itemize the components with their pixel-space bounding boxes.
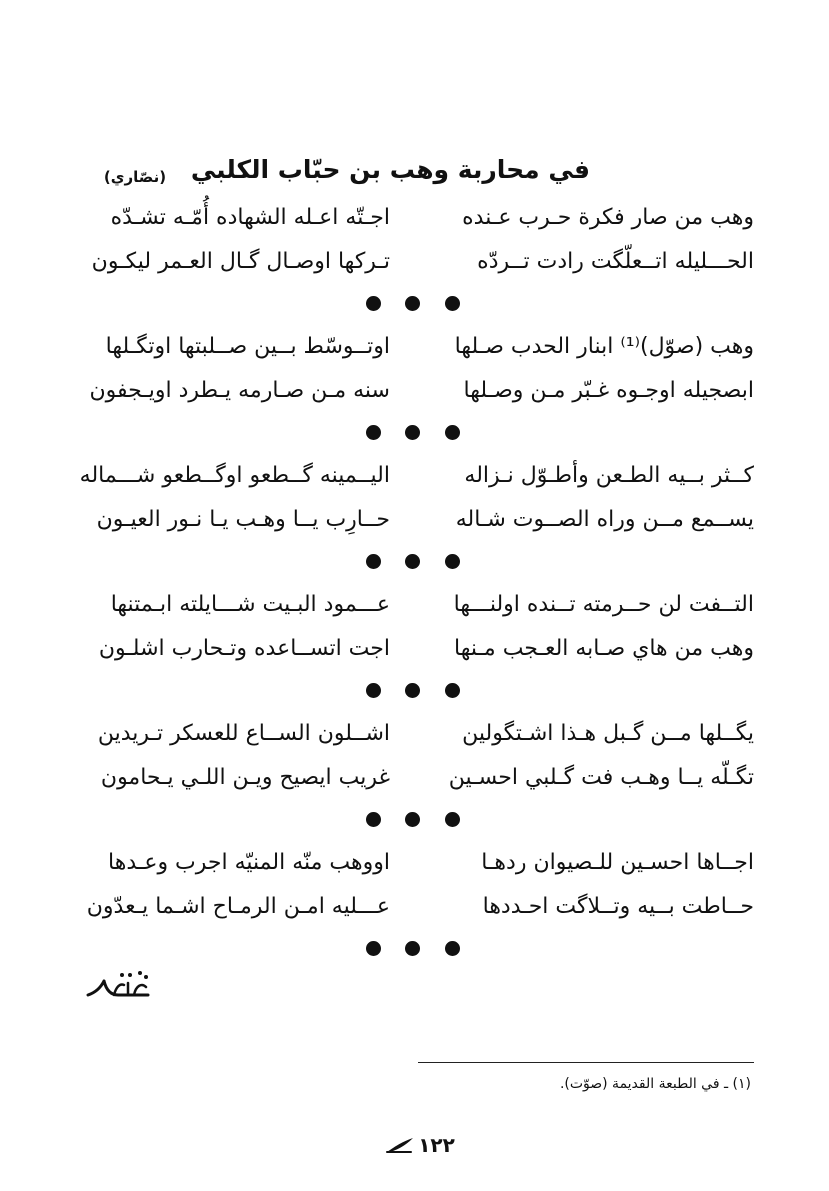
page-number-block [370,1130,470,1160]
stanza [78,714,754,843]
separator-dot [366,941,381,956]
footnote-divider [418,1062,754,1063]
separator-dot [366,683,381,698]
poem-body [78,198,754,972]
verse-right-hemistich: تگـلّه يــا وهـب فت گـلبي احسـين [448,765,754,790]
verse-line [78,758,754,802]
verse-line [78,887,754,931]
separator-dot [405,683,420,698]
stanza-separator [78,802,754,843]
separator-dot [405,296,420,311]
separator-dot [366,425,381,440]
verse-left-hemistich: غريب ايصيح ويـن اللـي يـحامون [100,765,390,790]
verse-left-hemistich: اشــلون الســاع للعسكر تـريدين [97,721,390,746]
verse-right-hemistich: حــاطت بــيه وتــلاگت احـددها [482,894,754,919]
separator-dot [405,812,420,827]
quill-icon [385,1136,415,1154]
verse-left-hemistich: اجـتّه اعـله الشهاده أُمّـه تشـدّه [110,205,390,230]
verse-right-hemistich: وهب من صار فكرة حـرب عـنده [462,205,754,230]
stanza-separator [78,931,754,972]
separator-dot [366,296,381,311]
stanza-separator [78,544,754,585]
separator-dot [366,554,381,569]
verse-left-hemistich: اوتــوسّط بــين صــلبتها اوتگـلها [105,334,390,359]
verse-line [78,629,754,673]
verse-right-hemistich: اجــاها احسـين للـصيوان ردهـا [481,850,754,875]
verse-right-hemistich: يســمع مــن وراه الصــوت شـاله [455,507,754,532]
separator-dot [445,812,460,827]
verse-right-hemistich: الحـــليله اتــعلّگت رادت تــردّه [477,249,754,274]
verse-right-hemistich: وهب من هاي صـابه العـجب مـنها [454,636,754,661]
verse-left-hemistich: سنه مـن صـارمه يـطرد اويـجفون [89,378,390,403]
stanza-separator [78,415,754,456]
verse-line [78,371,754,415]
end-flourish-icon [84,965,152,1005]
separator-dot [405,554,420,569]
stanza [78,327,754,456]
stanza [78,585,754,714]
stanza [78,198,754,327]
poem-title: في محاربة وهب بن حبّاب الكلبي [190,155,590,184]
verse-right-hemistich: كــثر بــيه الطـعن وأطـوّل نـزاله [464,463,754,488]
verse-right-hemistich: يگــلها مــن گـبل هـذا اشـتگولين [462,721,754,746]
verse-left-hemistich: اليــمينه گــطعو اوگــطعو شـــماله [79,463,390,488]
verse-right-hemistich: التــفت لن حــرمته تــنده اولنـــها [453,592,754,617]
stanza-separator [78,673,754,714]
stanza [78,456,754,585]
verse-right-hemistich: وهب (صوّل)⁽¹⁾ ابنار الحدب صـلها [454,334,754,359]
verse-left-hemistich: اجت اتســاعده وتـحارب اشلـون [98,636,390,661]
stanza [78,843,754,972]
separator-dot [366,812,381,827]
verse-left-hemistich: عـــمود البـيت شـــايلته ابـمتنها [110,592,390,617]
verse-left-hemistich: حــارِب يــا وهـب يـا نـور العيـون [96,507,390,532]
verse-left-hemistich: تـركها اوصـال گـال العـمر ليكـون [91,249,390,274]
verse-line [78,585,754,629]
verse-line [78,714,754,758]
footnote: (١) ـ في الطبعة القديمة (صوّت). [559,1076,751,1092]
separator-dot [445,554,460,569]
separator-dot [445,425,460,440]
poem-genre: (نصّاري) [103,168,167,186]
separator-dot [405,425,420,440]
separator-dot [445,941,460,956]
verse-line [78,843,754,887]
separator-dot [445,683,460,698]
separator-dot [405,941,420,956]
separator-dot [445,296,460,311]
verse-line [78,327,754,371]
verse-left-hemistich: عـــليه امـن الرمـاح اشـما يـعدّون [86,894,390,919]
verse-line [78,198,754,242]
verse-left-hemistich: اووهب منّه المنيّه اجرب وعـدها [108,850,390,875]
verse-line [78,500,754,544]
verse-line [78,242,754,286]
verse-line [78,456,754,500]
stanza-separator [78,286,754,327]
verse-right-hemistich: ابصجيله اوجـوه غـبّر مـن وصـلها [463,378,754,403]
page-number: ١٢٢ [418,1133,455,1157]
